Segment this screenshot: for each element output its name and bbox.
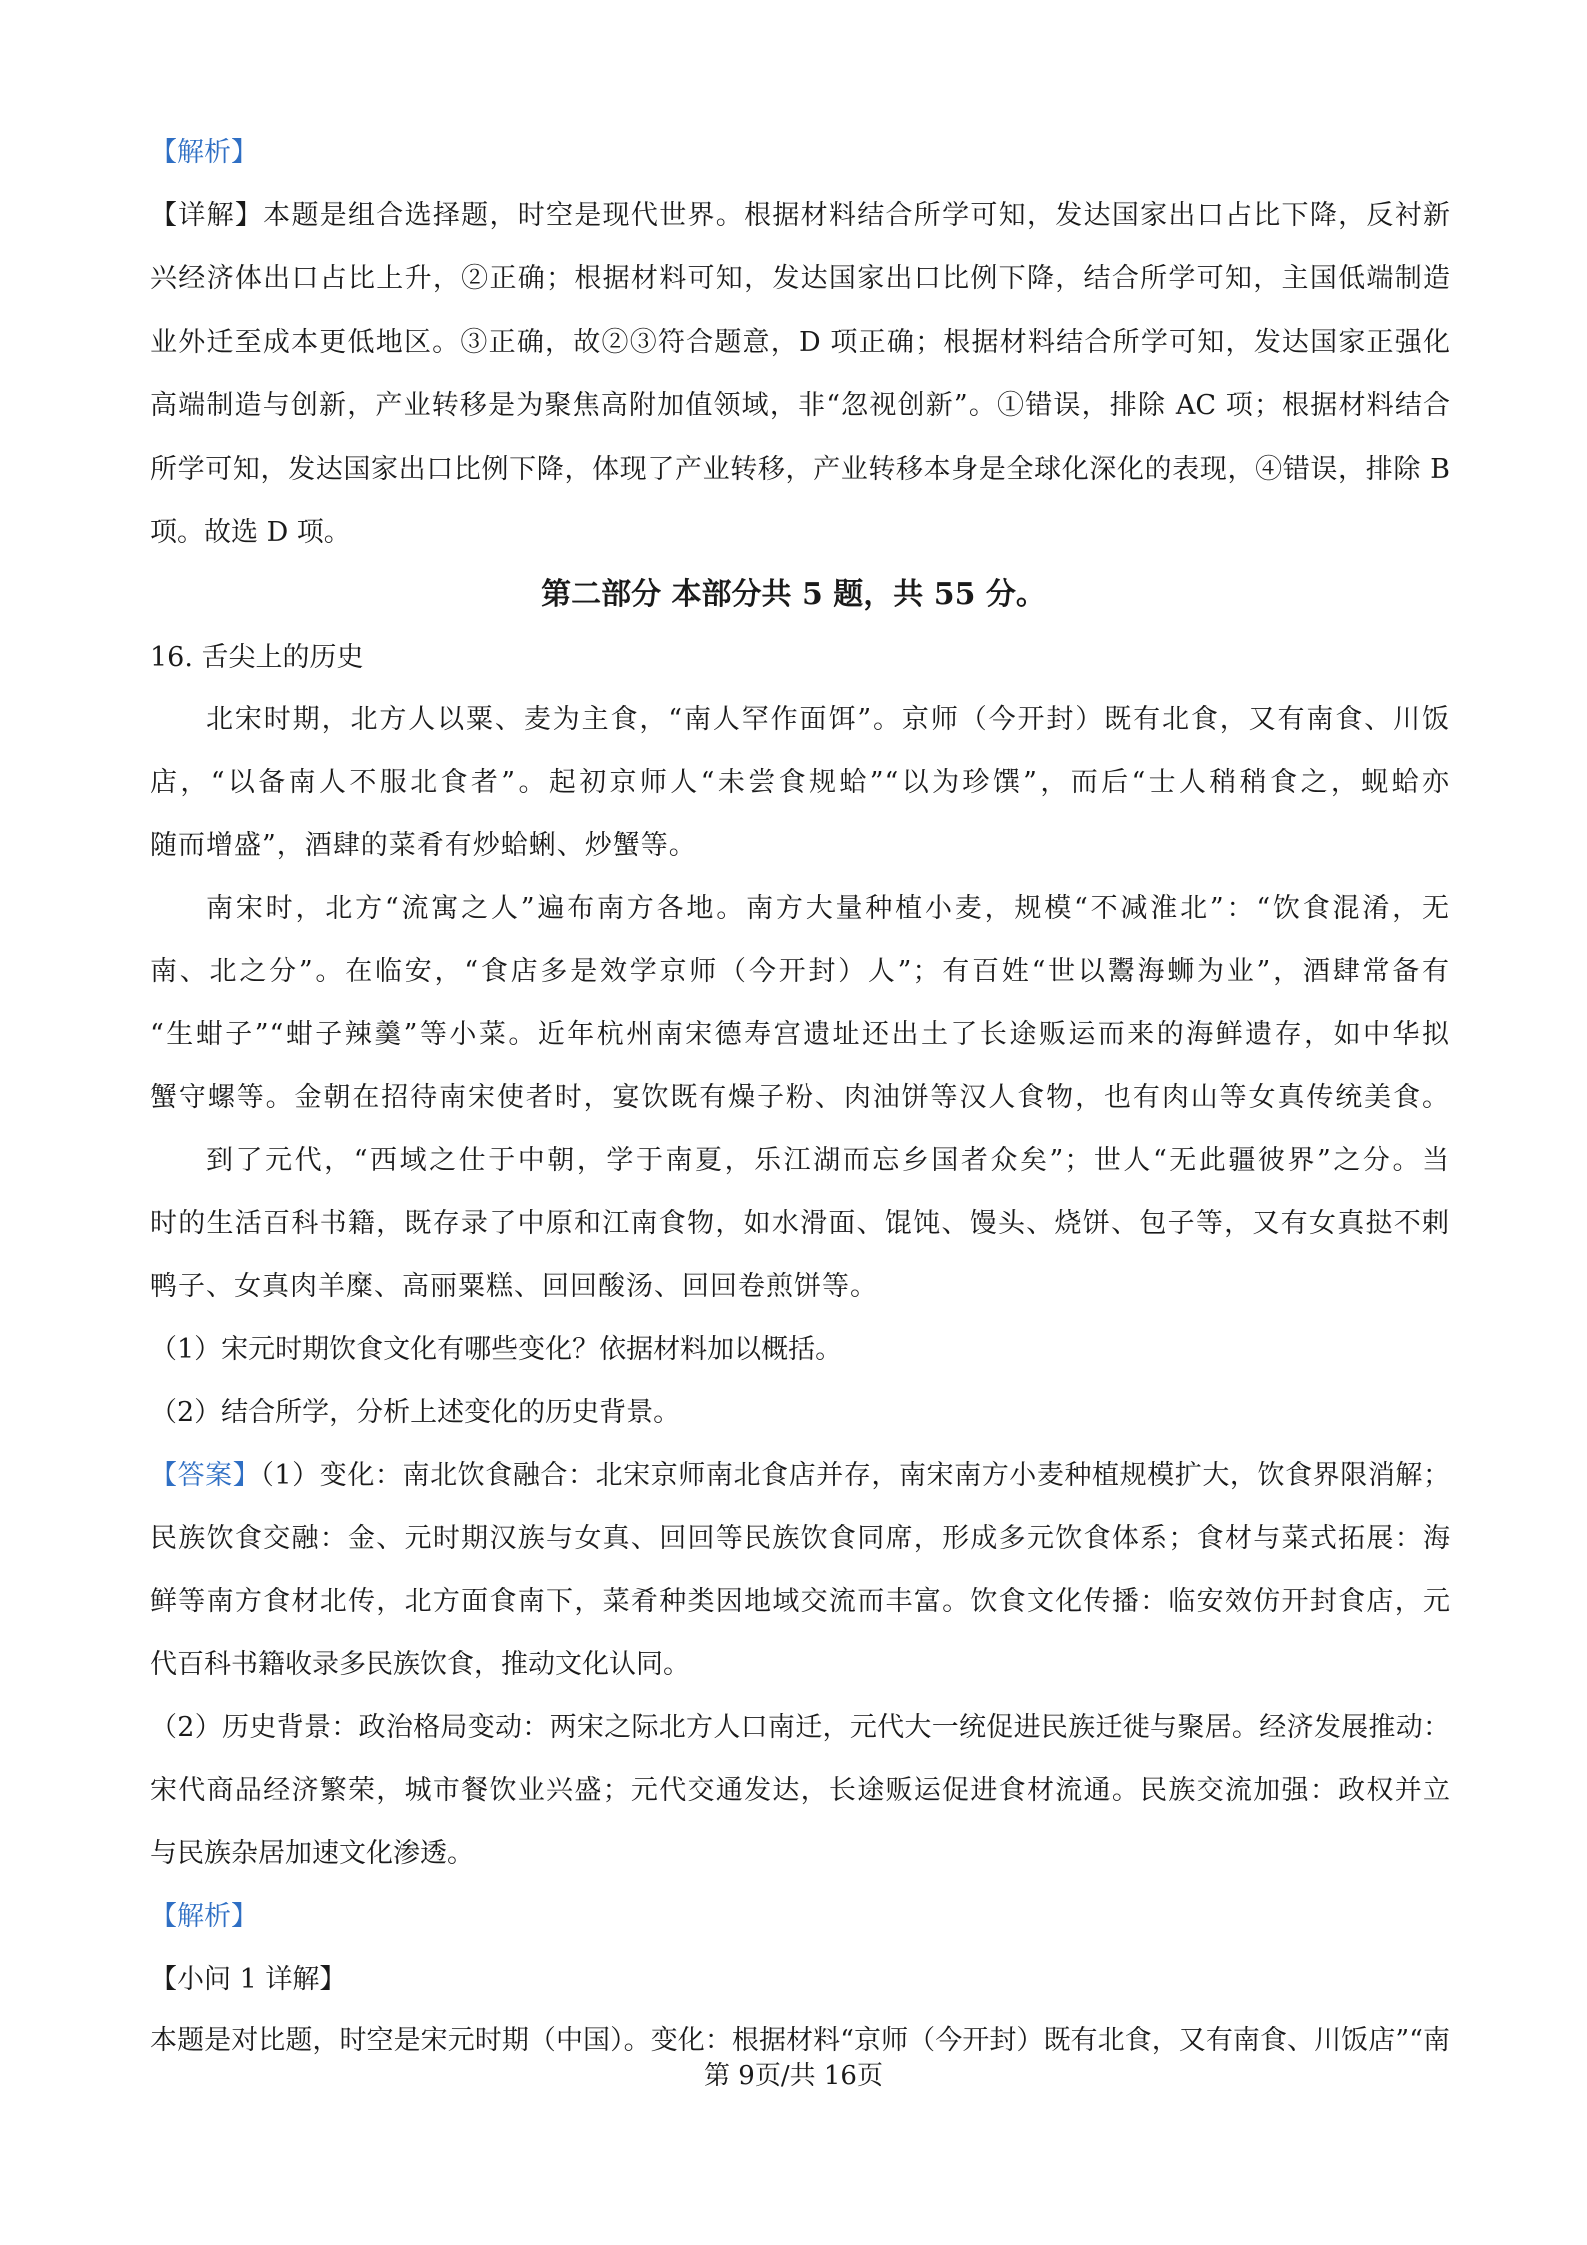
section-title: 第二部分 本部分共 5 题，共 55 分。 (541, 577, 1046, 612)
answer-line-6: 宋代商品经济繁荣，城市餐饮业兴盛；元代交通发达，长途贩运促进食材流通。民族交流加强：政权并立 (150, 1775, 1450, 1806)
answer-line-2: 民族饮食交融：金、元时期汉族与女真、回回等民族饮食同席，形成多元饮食体系；食材与菜式拓展：海 (150, 1523, 1450, 1554)
sub-question-1: （1）宋元时期饮食文化有哪些变化？依据材料加以概括。 (150, 1334, 843, 1365)
sub-question-2: （2）结合所学，分析上述变化的历史背景。 (150, 1397, 681, 1428)
material-p3-line-2: 时的生活百科书籍，既存录了中原和江南食物，如水滑面、馄饨、馒头、烧饼、包子等，又有女真挞不剌 (150, 1208, 1450, 1239)
answer-tag: 【答案】 (150, 1460, 261, 1491)
answer-line-1: 【答案】（1）变化：南北饮食融合：北宋京师南北食店并存，南宋南方小麦种植规模扩大，饮食界限消解； (150, 1460, 1450, 1491)
page-number: 第 9页/共 16页 (704, 2061, 883, 2091)
analysis2-line-1: 本题是对比题，时空是宋元时期（中国）。变化：根据材料“京师（今开封）既有北食，又有南食、川饭店”“南 (150, 2025, 1450, 2056)
detail-line-5: 所学可知，发达国家出口比例下降，体现了产业转移，产业转移本身是全球化深化的表现，④错误，排除 B (150, 454, 1450, 485)
detail-tag: 【详解】 (150, 200, 264, 231)
material-p2-line-2: 南、北之分”。在临安，“食店多是效学京师（今开封）人”；有百姓“世以鬻海蛳为业”，酒肆常备有 (150, 956, 1450, 987)
answer-line-5: （2）历史背景：政治格局变动：两宋之际北方人口南迁，元代大一统促进民族迁徙与聚居。经济发展推动： (150, 1712, 1450, 1743)
sub-detail-title: 【小问 1 详解】 (150, 1964, 347, 1995)
material-p3-line-3: 鸭子、女真肉羊糜、高丽粟糕、回回酸汤、回回卷煎饼等。 (150, 1271, 878, 1302)
answer-line-7: 与民族杂居加速文化渗透。 (150, 1838, 474, 1869)
material-p1-line-1: 北宋时期，北方人以粟、麦为主食，“南人罕作面饵”。京师（今开封）既有北食，又有南食、川饭 (206, 704, 1450, 735)
material-p1-line-2: 店，“以备南人不服北食者”。起初京师人“未尝食规蛤”“以为珍馔”，而后“士人稍稍食之，蚬蛤亦 (150, 767, 1450, 798)
answer-line-3: 鲜等南方食材北传，北方面食南下，菜肴种类因地域交流而丰富。饮食文化传播：临安效仿开封食店，元 (150, 1586, 1450, 1617)
material-p2-line-4: 蟹守螺等。金朝在招待南宋使者时，宴饮既有燥子粉、肉油饼等汉人食物，也有肉山等女真传统美食。 (150, 1082, 1450, 1113)
material-p1-line-3: 随而增盛”，酒肆的菜肴有炒蛤蜊、炒蟹等。 (150, 830, 697, 861)
detail-line-6: 项。故选 D 项。 (150, 517, 351, 548)
detail-line-1: 【详解】本题是组合选择题，时空是现代世界。根据材料结合所学可知，发达国家出口占比下降，反衬新 (150, 200, 1450, 231)
detail-line-2: 兴经济体出口占比上升，②正确；根据材料可知，发达国家出口比例下降，结合所学可知，主国低端制造 (150, 263, 1450, 294)
material-p3-line-1: 到了元代，“西域之仕于中朝，学于南夏，乐江湖而忘乡国者众矣”；世人“无此疆彼界”之分。当 (206, 1145, 1450, 1176)
detail-line-4: 高端制造与创新，产业转移是为聚焦高附加值领域，非“忽视创新”。①错误，排除 AC 项；根据材料结合 (150, 390, 1450, 421)
detail-line-3: 业外迁至成本更低地区。③正确，故②③符合题意，D 项正确；根据材料结合所学可知，发达国家正强化 (150, 327, 1450, 358)
analysis-tag: 【解析】 (150, 137, 258, 168)
answer-line-4: 代百科书籍收录多民族饮食，推动文化认同。 (150, 1649, 690, 1680)
question-title: 16. 舌尖上的历史 (150, 642, 364, 673)
material-p2-line-1: 南宋时，北方“流寓之人”遍布南方各地。南方大量种植小麦，规模“不减淮北”：“饮食混淆，无 (206, 893, 1450, 924)
material-p2-line-3: “生蚶子”“蚶子辣羹”等小菜。近年杭州南宋德寿宫遗址还出土了长途贩运而来的海鲜遗存，如中华拟 (150, 1019, 1450, 1050)
analysis2-tag: 【解析】 (150, 1901, 258, 1932)
